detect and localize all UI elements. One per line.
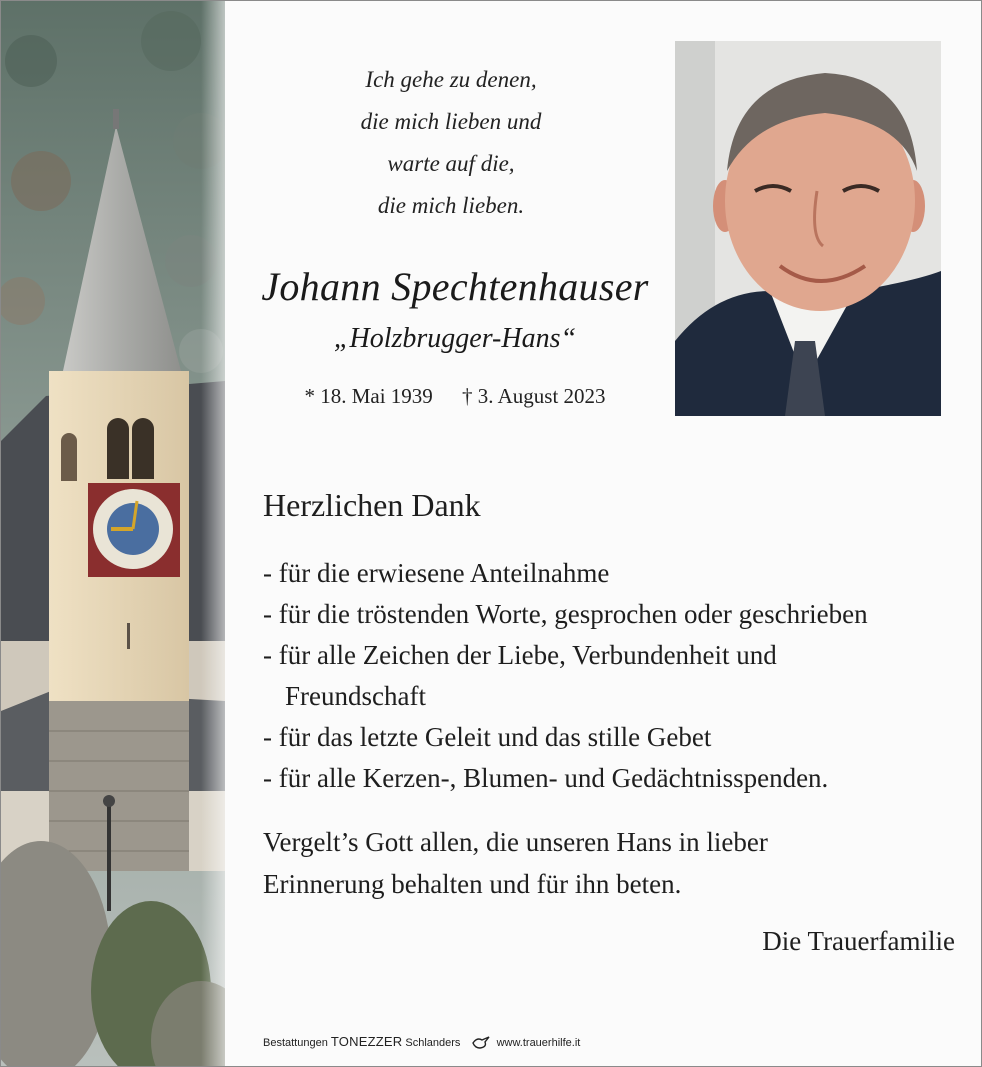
poem-line: die mich lieben und <box>360 109 542 134</box>
portrait-photo <box>675 41 941 416</box>
poem-line: warte auf die, <box>387 151 515 176</box>
footer-prefix: Bestattungen <box>263 1037 328 1049</box>
deceased-nickname: „Holzbrugger-Hans“ <box>333 323 577 354</box>
footer-website: www.trauerhilfe.it <box>496 1037 581 1049</box>
list-item: - für alle Zeichen der Liebe, Verbundenheit und <box>263 640 777 670</box>
list-item: - für das letzte Geleit und das stille Gebet <box>263 722 712 752</box>
footer-town: Schlanders <box>405 1037 461 1049</box>
footer <box>263 1034 580 1050</box>
death-date: † 3. August 2023 <box>462 384 606 408</box>
signature: Die Trauerfamilie <box>762 926 955 956</box>
poem-line: Ich gehe zu denen, <box>365 67 537 92</box>
life-dates <box>237 384 673 409</box>
list-item: - für die erwiesene Anteilnahme <box>263 558 610 588</box>
poem-line: die mich lieben. <box>377 193 525 218</box>
list-item: - für die tröstenden Worte, gesprochen oder geschrieben <box>263 599 868 629</box>
birth-date: * 18. Mai 1939 <box>304 384 433 408</box>
church-photo <box>1 1 225 1066</box>
church-tower-image <box>1 1 225 1066</box>
list-item: - für alle Kerzen-, Blumen- und Gedächtnisspenden. <box>263 763 829 793</box>
footer-brand: TONEZZER <box>330 1034 403 1049</box>
photo-fade <box>201 1 241 1066</box>
deceased-name: Johann Spechtenhauser <box>261 264 649 309</box>
closing-line: Erinnerung behalten und für ihn beten. <box>263 869 682 899</box>
dove-icon <box>472 1036 490 1050</box>
thanks-heading: Herzlichen Dank <box>263 487 481 523</box>
list-item-continuation: Freundschaft <box>285 681 426 711</box>
portrait-image <box>675 41 941 416</box>
thanks-list <box>263 553 963 799</box>
closing-line: Vergelt’s Gott allen, die unseren Hans in lieber <box>263 827 768 857</box>
closing-text <box>263 821 963 905</box>
poem <box>301 59 601 227</box>
